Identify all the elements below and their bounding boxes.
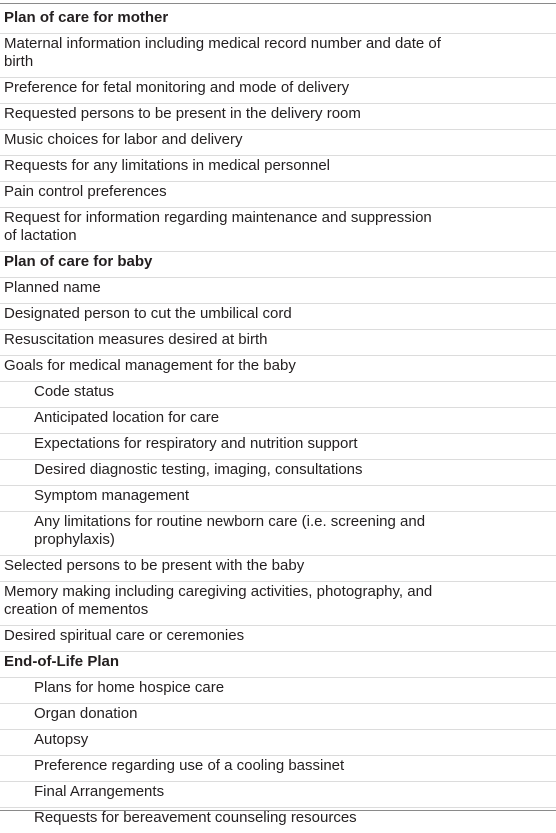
- row-text: Autopsy: [34, 731, 89, 748]
- sub-item-row: [0, 512, 556, 556]
- table-body: [0, 8, 556, 833]
- table-row: [0, 182, 556, 208]
- row-text: Music choices for labor and delivery: [4, 131, 243, 148]
- sub-item-row: [0, 704, 556, 730]
- row-text: Expectations for respiratory and nutrition support: [34, 435, 358, 452]
- row-text: Requested persons to be present in the delivery room: [4, 105, 361, 122]
- row-text: Requests for any limitations in medical personnel: [4, 157, 330, 174]
- sub-item-row: [0, 678, 556, 704]
- table-row: [0, 356, 556, 382]
- section-heading-row: [0, 652, 556, 678]
- row-text: Anticipated location for care: [34, 409, 220, 426]
- sub-item-row: [0, 808, 556, 833]
- sub-item-row: [0, 782, 556, 808]
- section-heading: Plan of care for mother: [4, 9, 169, 26]
- sub-item-row: [0, 382, 556, 408]
- row-text: Maternal information including medical record number and date of birth: [4, 35, 441, 70]
- row-text: Final Arrangements: [34, 783, 165, 800]
- table-row: [0, 130, 556, 156]
- section-heading-row: [0, 8, 556, 34]
- row-text: Organ donation: [34, 705, 138, 722]
- section-heading: End-of-Life Plan: [4, 653, 119, 670]
- row-text: Plans for home hospice care: [34, 679, 225, 696]
- row-text: Pain control preferences: [4, 183, 167, 200]
- row-text: Selected persons to be present with the baby: [4, 557, 305, 574]
- table-row: [0, 78, 556, 104]
- row-text: Preference for fetal monitoring and mode of delivery: [4, 79, 350, 96]
- table-row: [0, 104, 556, 130]
- sub-item-row: [0, 434, 556, 460]
- table-top-rule: [0, 3, 556, 4]
- row-text: Preference regarding use of a cooling bassinet: [34, 757, 345, 774]
- table-bottom-rule: [0, 810, 556, 811]
- row-text: Code status: [34, 383, 115, 400]
- section-heading: Plan of care for baby: [4, 253, 153, 270]
- table-row: [0, 278, 556, 304]
- table-row: [0, 330, 556, 356]
- row-text: Desired spiritual care or ceremonies: [4, 627, 245, 644]
- table-row: [0, 556, 556, 582]
- row-text: Memory making including caregiving activities, photography, and creation of mementos: [4, 583, 433, 618]
- table-row: [0, 34, 556, 78]
- table-row: [0, 304, 556, 330]
- row-text: Request for information regarding maintenance and suppression of lactation: [4, 209, 432, 244]
- section-heading-row: [0, 252, 556, 278]
- table-row: [0, 208, 556, 252]
- row-text: Requests for bereavement counseling resources: [34, 809, 357, 826]
- row-text: Designated person to cut the umbilical cord: [4, 305, 292, 322]
- table-row: [0, 156, 556, 182]
- table-row: [0, 582, 556, 626]
- table-row: [0, 626, 556, 652]
- row-text: Resuscitation measures desired at birth: [4, 331, 268, 348]
- sub-item-row: [0, 408, 556, 434]
- sub-item-row: [0, 730, 556, 756]
- sub-item-row: [0, 756, 556, 782]
- row-text: Symptom management: [34, 487, 190, 504]
- row-text: Goals for medical management for the baby: [4, 357, 296, 374]
- row-text: Planned name: [4, 279, 101, 296]
- row-text: Any limitations for routine newborn care (i.e. screening and prophylaxis): [34, 513, 426, 548]
- sub-item-row: [0, 486, 556, 512]
- row-text: Desired diagnostic testing, imaging, consultations: [34, 461, 363, 478]
- sub-item-row: [0, 460, 556, 486]
